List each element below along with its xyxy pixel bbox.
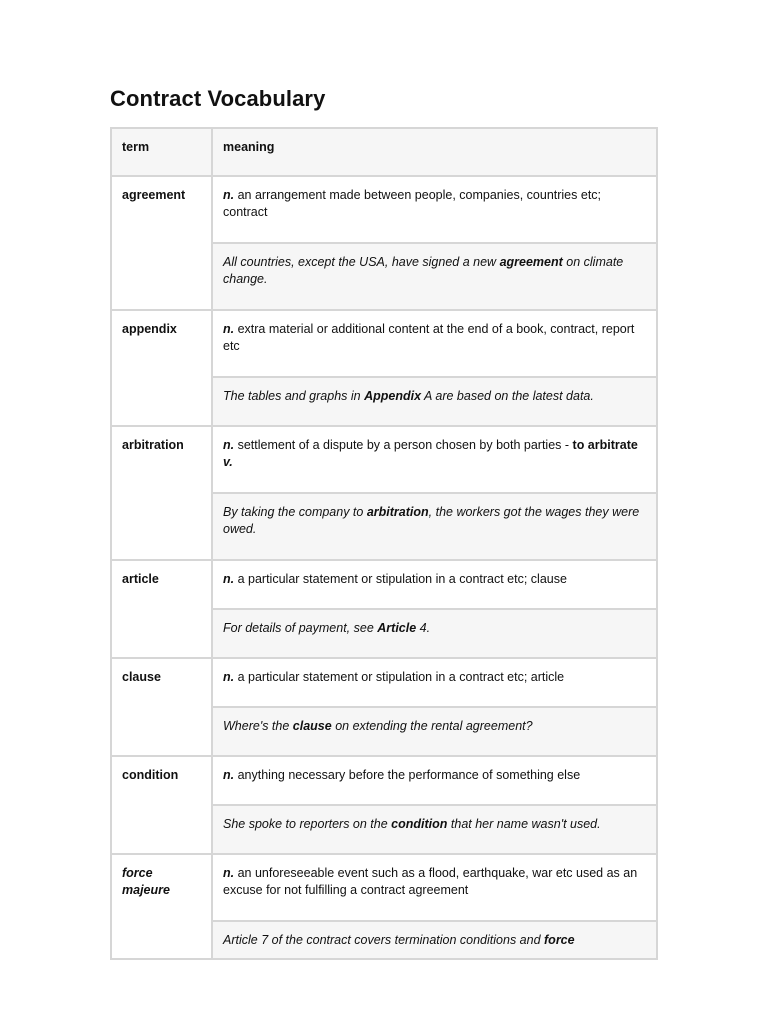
definition-text: settlement of a dispute by a person chosen by both parties - bbox=[237, 438, 570, 452]
definition-text: extra material or additional content at the end of a book, contract, report etc bbox=[223, 322, 635, 353]
term-column-header: term bbox=[111, 128, 212, 176]
example-highlight: condition bbox=[391, 817, 448, 831]
example-text: A are based on the latest data. bbox=[424, 389, 594, 403]
example-highlight: force bbox=[544, 933, 575, 947]
definition-text: a particular statement or stipulation in a contract etc; clause bbox=[237, 572, 567, 586]
example-text: The tables and graphs in bbox=[223, 389, 361, 403]
example-highlight: Article bbox=[377, 621, 417, 635]
definition-text: an unforeseeable event such as a flood, earthquake, war etc used as an excuse for not fulfilling a contract agreement bbox=[223, 866, 638, 897]
definition-text: an arrangement made between people, companies, countries etc; contract bbox=[223, 188, 602, 219]
definition-cell bbox=[212, 658, 657, 707]
page-title: Contract Vocabulary bbox=[110, 86, 326, 111]
example-highlight: clause bbox=[292, 719, 332, 733]
meaning-column-header: meaning bbox=[212, 128, 657, 176]
table-row bbox=[111, 756, 657, 805]
example-text: Article 7 of the contract covers termination conditions and bbox=[223, 933, 541, 947]
definition-cell bbox=[212, 560, 657, 609]
example-text: on climate change. bbox=[223, 255, 624, 286]
example-cell bbox=[212, 707, 657, 756]
term-cell: agreement bbox=[111, 176, 212, 310]
example-text: on extending the rental agreement? bbox=[335, 719, 533, 733]
example-highlight: Appendix bbox=[364, 389, 422, 403]
definition-cell bbox=[212, 310, 657, 377]
term-cell: force majeure bbox=[111, 854, 212, 959]
example-cell bbox=[212, 609, 657, 658]
example-cell bbox=[212, 805, 657, 854]
example-highlight: arbitration bbox=[366, 505, 429, 519]
example-text: All countries, except the USA, have signed a new bbox=[223, 255, 497, 269]
example-cell bbox=[212, 377, 657, 426]
definition-text: anything necessary before the performance of something else bbox=[237, 768, 581, 782]
definition-cell bbox=[212, 756, 657, 805]
term-cell: appendix bbox=[111, 310, 212, 426]
definition-cell bbox=[212, 854, 657, 921]
part-of-speech: n. bbox=[223, 768, 235, 782]
example-cell bbox=[212, 243, 657, 310]
example-text: , the workers got the wages they were owed. bbox=[223, 505, 640, 536]
term-cell: article bbox=[111, 560, 212, 658]
table-row bbox=[111, 854, 657, 921]
table-row bbox=[111, 658, 657, 707]
definition-cell bbox=[212, 426, 657, 493]
example-cell bbox=[212, 921, 657, 959]
example-text: By taking the company to bbox=[223, 505, 364, 519]
table-row bbox=[111, 560, 657, 609]
table-row bbox=[111, 176, 657, 243]
related-verb: to arbitrate bbox=[572, 438, 638, 452]
part-of-speech: n. bbox=[223, 438, 235, 452]
part-of-speech: n. bbox=[223, 670, 235, 684]
term-cell: arbitration bbox=[111, 426, 212, 560]
table-row bbox=[111, 310, 657, 377]
part-of-speech: n. bbox=[223, 188, 235, 202]
example-text: 4. bbox=[419, 621, 431, 635]
term-cell: clause bbox=[111, 658, 212, 756]
example-highlight: agreement bbox=[499, 255, 563, 269]
vocabulary-table bbox=[110, 127, 658, 960]
table-row bbox=[111, 426, 657, 493]
definition-text: a particular statement or stipulation in a contract etc; article bbox=[237, 670, 565, 684]
definition-cell bbox=[212, 176, 657, 243]
header-row bbox=[111, 128, 657, 176]
part-of-speech: n. bbox=[223, 572, 235, 586]
example-text: Where's the bbox=[223, 719, 290, 733]
example-text: For details of payment, see bbox=[223, 621, 374, 635]
example-text: that her name wasn't used. bbox=[450, 817, 601, 831]
example-cell bbox=[212, 493, 657, 560]
term-cell: condition bbox=[111, 756, 212, 854]
part-of-speech: n. bbox=[223, 866, 235, 880]
part-of-speech: v. bbox=[223, 455, 233, 469]
part-of-speech: n. bbox=[223, 322, 235, 336]
example-text: She spoke to reporters on the bbox=[223, 817, 388, 831]
